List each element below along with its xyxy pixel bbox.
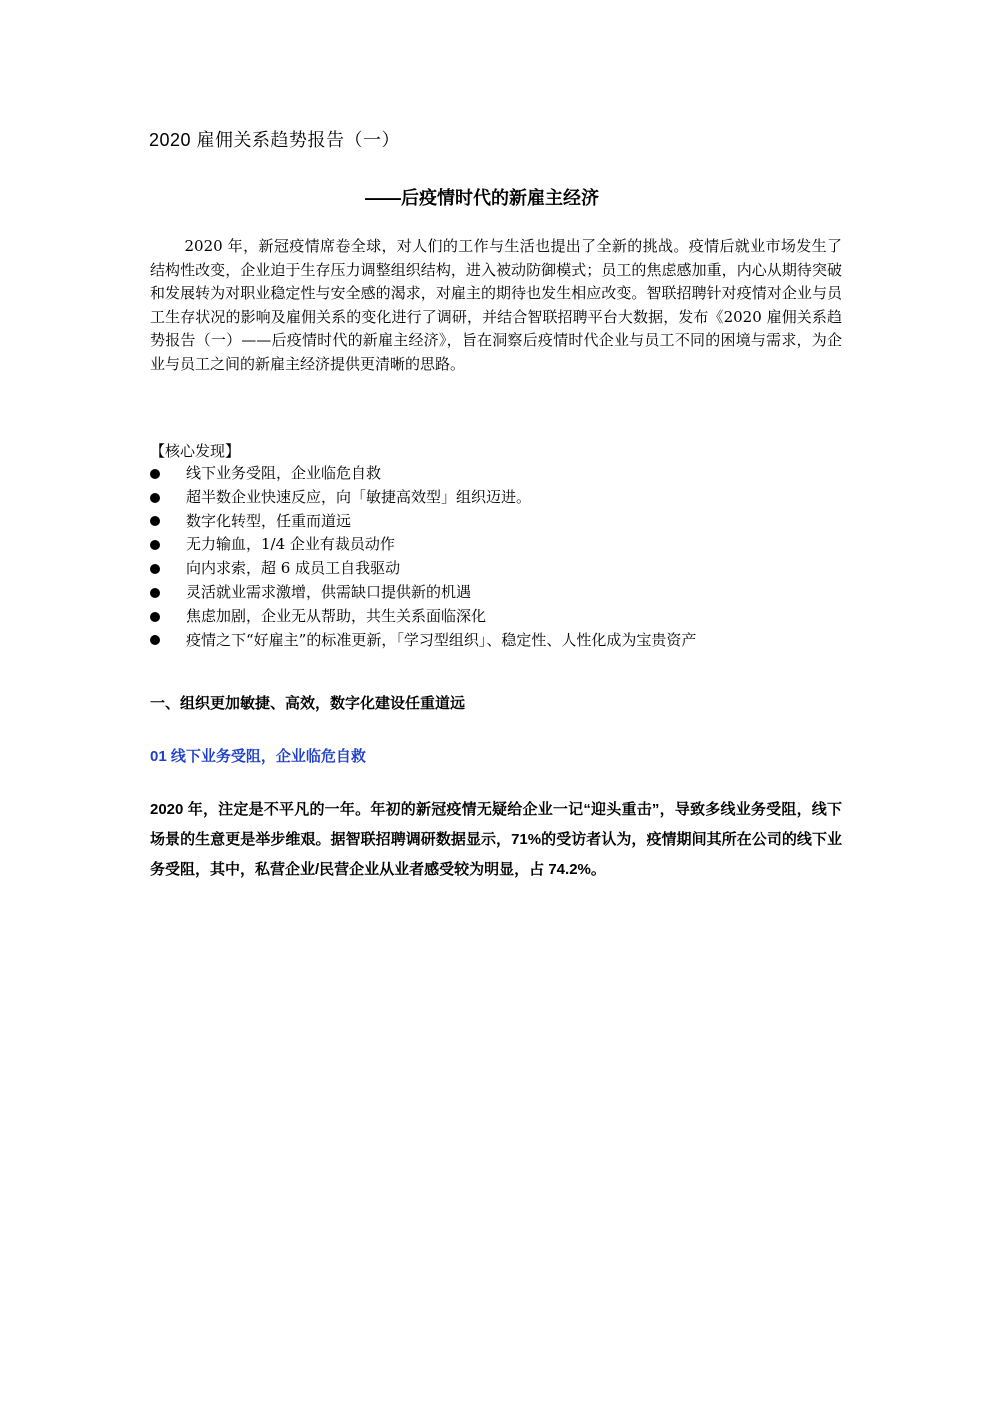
list-item [150, 533, 696, 557]
bullet-icon [150, 588, 160, 598]
list-item [150, 605, 696, 629]
finding-text: 无力输血，1/4 企业有裁员动作 [186, 535, 395, 554]
finding-text: 超半数企业快速反应，向「敏捷高效型」组织迈进。 [186, 487, 532, 506]
list-item [150, 486, 696, 510]
bullet-icon [150, 612, 160, 622]
list-item [150, 629, 696, 653]
list-item [150, 510, 696, 534]
bullet-icon [150, 540, 160, 550]
bullet-icon [150, 493, 160, 503]
list-item [150, 557, 696, 581]
findings-list [150, 462, 696, 652]
finding-text: 线下业务受阻，企业临危自救 [186, 464, 382, 482]
finding-text: 疫情之下“好雇主”的标准更新，「学习型组织」、稳定性、人性化成为宝贵资产 [186, 630, 697, 649]
document-title: 2020 雇佣关系趋势报告（一） [149, 130, 401, 150]
section-heading: 一、组织更加敏捷、高效，数字化建设任重道远 [150, 695, 466, 712]
finding-text: 焦虑加剧，企业无从帮助，共生关系面临深化 [186, 606, 487, 625]
bullet-icon [150, 516, 160, 526]
finding-text: 向内求索，超 6 成员工自我驱动 [186, 559, 401, 578]
list-item [150, 462, 696, 486]
finding-text: 灵活就业需求激增，供需缺口提供新的机遇 [186, 582, 472, 601]
bullet-icon [150, 635, 160, 645]
section-sub-heading: 01 线下业务受阻，企业临危自救 [150, 748, 366, 765]
findings-label: 【核心发现】 [150, 442, 241, 460]
list-item [150, 581, 696, 605]
section-paragraph: 2020 年，注定是不平凡的一年。年初的新冠疫情无疑给企业一记“迎头重击”，导致多线业务受阻，线下场景的生意更是举步维艰。据智联招聘调研数据显示，71%的受访者认为，疫情期间其所在公司的线下业务受阻，其中，私营企业/民营企业从业者感受较为明显，占 74.2%。 [150, 801, 842, 878]
bullet-icon [150, 469, 160, 479]
finding-text: 数字化转型，任重而道远 [186, 511, 352, 530]
bullet-icon [150, 564, 160, 574]
intro-paragraph: 2020 年，新冠疫情席卷全球，对人们的工作与生活也提出了全新的挑战。疫情后就业市场发生了结构性改变，企业迫于生存压力调整组织结构，进入被动防御模式；员工的焦虑感加重，内心从期待突破和发展转为对职业稳定性与安全感的渴求，对雇主的期待也发生相应改变。智联招聘针对疫情对企业与员工生存状况的影响及雇佣关系的变化进行了调研，并结合智联招聘平台大数据，发布《2020 雇佣关系趋势报告（一）——后疫情时代的新雇主经济》，旨在洞察后疫情时代企业与员工不同的困境与需求，为企业与员工之间的新雇主经济提供更清晰的思路。 [150, 237, 842, 373]
document-subtitle: ——后疫情时代的新雇主经济 [365, 188, 599, 208]
